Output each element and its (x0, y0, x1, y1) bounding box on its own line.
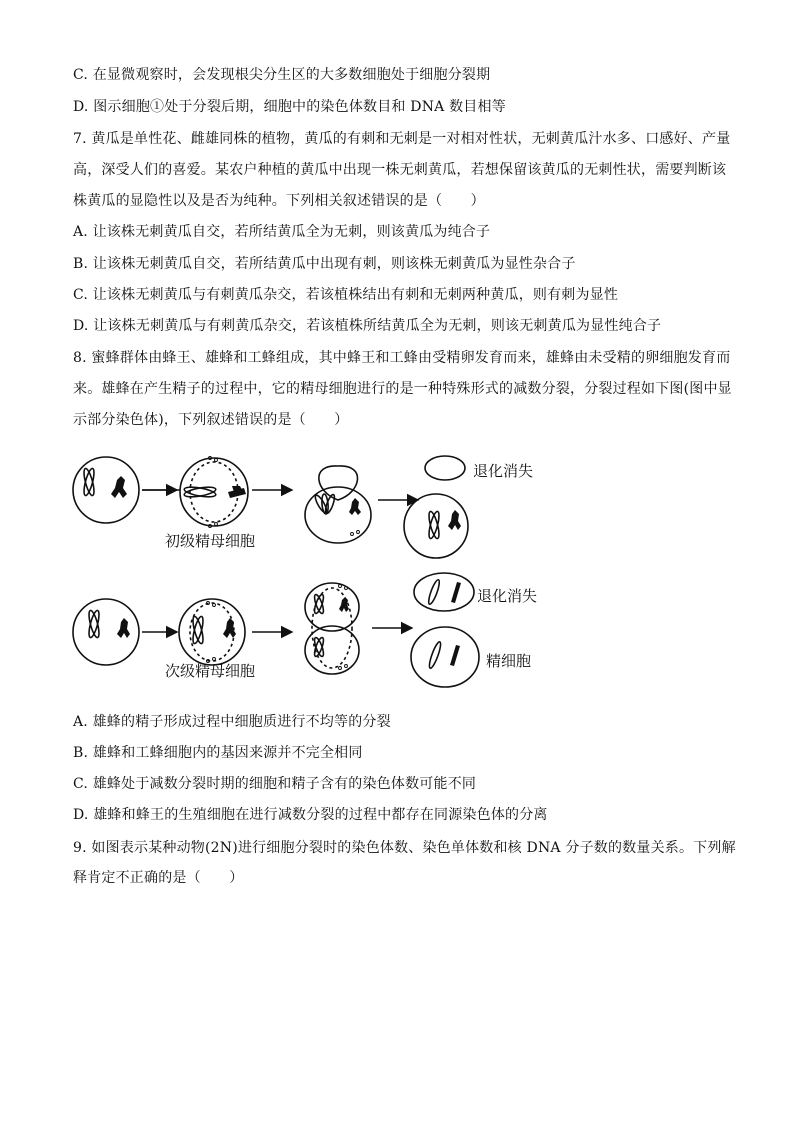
degenerating-bud-1 (425, 456, 465, 480)
question-7-stem-1: 7. 黄瓜是单性花、雌雄同株的植物，黄瓜的有刺和无刺是一对相对性状，无刺黄瓜汁水多、口感好、产量 (73, 131, 731, 147)
question-7-option-a: A. 让该株无刺黄瓜自交，若所结黄瓜全为无刺，则该黄瓜为纯合子 (73, 224, 491, 240)
question-8-option-d: D. 雄蜂和蜂王的生殖细胞在进行减数分裂的过程中都存在同源染色体的分离 (73, 807, 548, 823)
question-8-option-b: B. 雄蜂和工蜂细胞内的基因来源并不完全相同 (73, 745, 363, 761)
secondary-dividing-bottom (305, 626, 359, 674)
primary-cell-1 (73, 457, 139, 523)
meiosis-diagram (60, 442, 580, 702)
degenerate-label-2: 退化消失 (477, 587, 538, 605)
sperm-cell (411, 627, 479, 687)
secondary-dividing-top (305, 583, 359, 631)
secondary-spermatocyte-label: 次级精母细胞 (165, 662, 256, 680)
question-7-option-d: D. 让该株无刺黄瓜与有刺黄瓜杂交，若该植株所结黄瓜全为无刺，则该无刺黄瓜为显性纯合子 (73, 318, 662, 334)
question-9-stem-2: 释肯定不正确的是（ ） (73, 870, 244, 886)
question-8-stem-1: 8. 蜜蜂群体由蜂王、雄蜂和工蜂组成，其中蜂王和工蜂由受精卵发育而来，雄蜂由未受精的卵细胞发育而 (73, 350, 731, 366)
secondary-cell-1 (73, 599, 139, 665)
question-7-option-c: C. 让该株无刺黄瓜与有刺黄瓜杂交，若该植株结出有刺和无刺两种黄瓜，则有刺为显性 (73, 287, 619, 303)
primary-spermatocyte-label: 初级精母细胞 (165, 532, 256, 550)
text-line-1: C. 在显微观察时，会发现根尖分生区的大多数细胞处于细胞分裂期 (73, 67, 491, 83)
question-7-stem-2: 高，深受人们的喜爱。某农户种植的黄瓜中出现一株无刺黄瓜，若想保留该黄瓜的无刺性状，需要判断该 (73, 162, 727, 178)
question-7-option-b: B. 让该株无刺黄瓜自交，若所结黄瓜中出现有刺，则该株无刺黄瓜为显性杂合子 (73, 256, 576, 272)
question-9-stem-1: 9. 如图表示某种动物(2N)进行细胞分裂时的染色体数、染色单体数和核 DNA 分子数的数量关系。下列解 (73, 840, 736, 856)
question-8-option-a: A. 雄蜂的精子形成过程中细胞质进行不均等的分裂 (73, 714, 391, 730)
degenerate-label-1: 退化消失 (473, 462, 534, 480)
sperm-cell-label: 精细胞 (486, 652, 532, 670)
question-7-stem-3: 株黄瓜的显隐性以及是否为纯种。下列相关叙述错误的是（ ） (73, 193, 485, 209)
text-line-2: D. 图示细胞①处于分裂后期，细胞中的染色体数目和 DNA 数目相等 (73, 99, 506, 115)
degenerating-cell-2 (414, 573, 474, 611)
question-8-option-c: C. 雄蜂处于减数分裂时期的细胞和精子含有的染色体数可能不同 (73, 776, 477, 792)
question-8-stem-2: 来。雄蜂在产生精子的过程中，它的精母细胞进行的是一种特殊形式的减数分裂，分裂过程如下图(图中显 (73, 381, 732, 397)
question-8-stem-3: 示部分染色体)，下列叙述错误的是（ ） (73, 412, 349, 428)
secondary-cell-2 (179, 599, 245, 665)
